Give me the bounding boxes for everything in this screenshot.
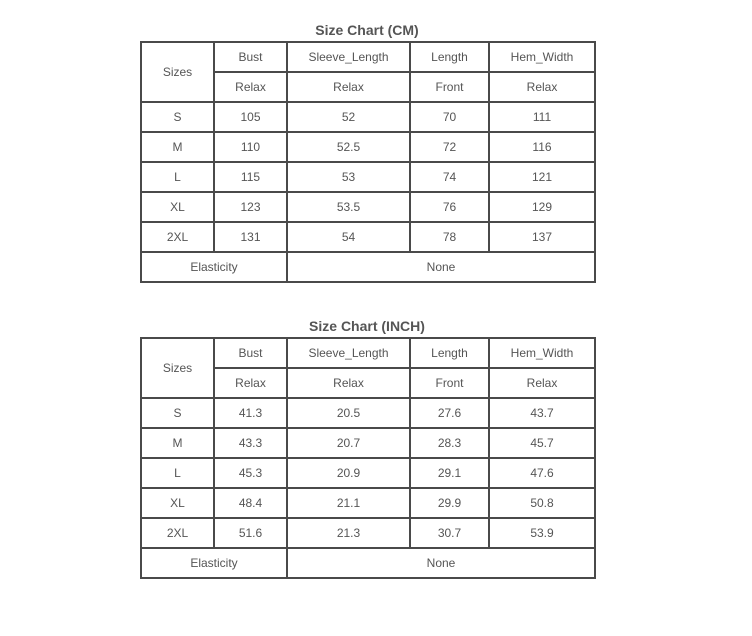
size-chart-inch-table: [140, 337, 596, 579]
value-cell: 28.3: [410, 428, 489, 458]
value-cell: 137: [489, 222, 595, 252]
subheader-cell: Relax: [287, 368, 410, 398]
table-row: [141, 458, 595, 488]
header-row: [141, 338, 595, 368]
elasticity-row: [141, 252, 595, 282]
size-cell: XL: [141, 488, 214, 518]
subheader-cell: Relax: [489, 72, 595, 102]
subheader-cell: Relax: [489, 368, 595, 398]
value-cell: 105: [214, 102, 287, 132]
size-cell: S: [141, 102, 214, 132]
value-cell: 53: [287, 162, 410, 192]
value-cell: 21.1: [287, 488, 410, 518]
value-cell: 45.7: [489, 428, 595, 458]
table-row: [141, 488, 595, 518]
value-cell: 53.5: [287, 192, 410, 222]
table-row: [141, 428, 595, 458]
size-cell: 2XL: [141, 222, 214, 252]
value-cell: 20.7: [287, 428, 410, 458]
table-row: [141, 162, 595, 192]
size-cell: M: [141, 428, 214, 458]
value-cell: 123: [214, 192, 287, 222]
value-cell: 48.4: [214, 488, 287, 518]
value-cell: 41.3: [214, 398, 287, 428]
value-cell: 110: [214, 132, 287, 162]
value-cell: 43.3: [214, 428, 287, 458]
table-row: [141, 398, 595, 428]
table-row: [141, 102, 595, 132]
elasticity-value: None: [287, 252, 595, 282]
size-cell: L: [141, 458, 214, 488]
value-cell: 116: [489, 132, 595, 162]
column-header-length: Length: [410, 42, 489, 72]
value-cell: 70: [410, 102, 489, 132]
value-cell: 76: [410, 192, 489, 222]
table-row: [141, 192, 595, 222]
value-cell: 131: [214, 222, 287, 252]
subheader-cell: Front: [410, 72, 489, 102]
sizes-header: Sizes: [141, 42, 214, 102]
value-cell: 51.6: [214, 518, 287, 548]
column-header-hem-width: Hem_Width: [489, 338, 595, 368]
value-cell: 20.9: [287, 458, 410, 488]
size-cell: S: [141, 398, 214, 428]
value-cell: 20.5: [287, 398, 410, 428]
size-cell: M: [141, 132, 214, 162]
table-row: [141, 132, 595, 162]
size-cell: XL: [141, 192, 214, 222]
value-cell: 47.6: [489, 458, 595, 488]
column-header-sleeve-length: Sleeve_Length: [287, 42, 410, 72]
value-cell: 78: [410, 222, 489, 252]
column-header-sleeve-length: Sleeve_Length: [287, 338, 410, 368]
size-chart-inch-title: Size Chart (INCH): [309, 318, 425, 334]
value-cell: 115: [214, 162, 287, 192]
value-cell: 29.9: [410, 488, 489, 518]
subheader-cell: Relax: [214, 368, 287, 398]
value-cell: 111: [489, 102, 595, 132]
size-chart-cm-table: [140, 41, 596, 283]
header-row: [141, 42, 595, 72]
value-cell: 50.8: [489, 488, 595, 518]
elasticity-label: Elasticity: [141, 548, 287, 578]
elasticity-label: Elasticity: [141, 252, 287, 282]
value-cell: 21.3: [287, 518, 410, 548]
value-cell: 30.7: [410, 518, 489, 548]
value-cell: 27.6: [410, 398, 489, 428]
value-cell: 72: [410, 132, 489, 162]
size-chart-cm-title: Size Chart (CM): [315, 22, 419, 38]
elasticity-value: None: [287, 548, 595, 578]
size-cell: 2XL: [141, 518, 214, 548]
subheader-cell: Front: [410, 368, 489, 398]
value-cell: 52.5: [287, 132, 410, 162]
column-header-bust: Bust: [214, 338, 287, 368]
subheader-cell: Relax: [287, 72, 410, 102]
value-cell: 121: [489, 162, 595, 192]
subheader-cell: Relax: [214, 72, 287, 102]
value-cell: 43.7: [489, 398, 595, 428]
value-cell: 52: [287, 102, 410, 132]
size-cell: L: [141, 162, 214, 192]
value-cell: 74: [410, 162, 489, 192]
value-cell: 45.3: [214, 458, 287, 488]
sizes-header: Sizes: [141, 338, 214, 398]
value-cell: 54: [287, 222, 410, 252]
value-cell: 53.9: [489, 518, 595, 548]
elasticity-row: [141, 548, 595, 578]
table-row: [141, 222, 595, 252]
column-header-bust: Bust: [214, 42, 287, 72]
value-cell: 129: [489, 192, 595, 222]
column-header-length: Length: [410, 338, 489, 368]
value-cell: 29.1: [410, 458, 489, 488]
column-header-hem-width: Hem_Width: [489, 42, 595, 72]
table-row: [141, 518, 595, 548]
